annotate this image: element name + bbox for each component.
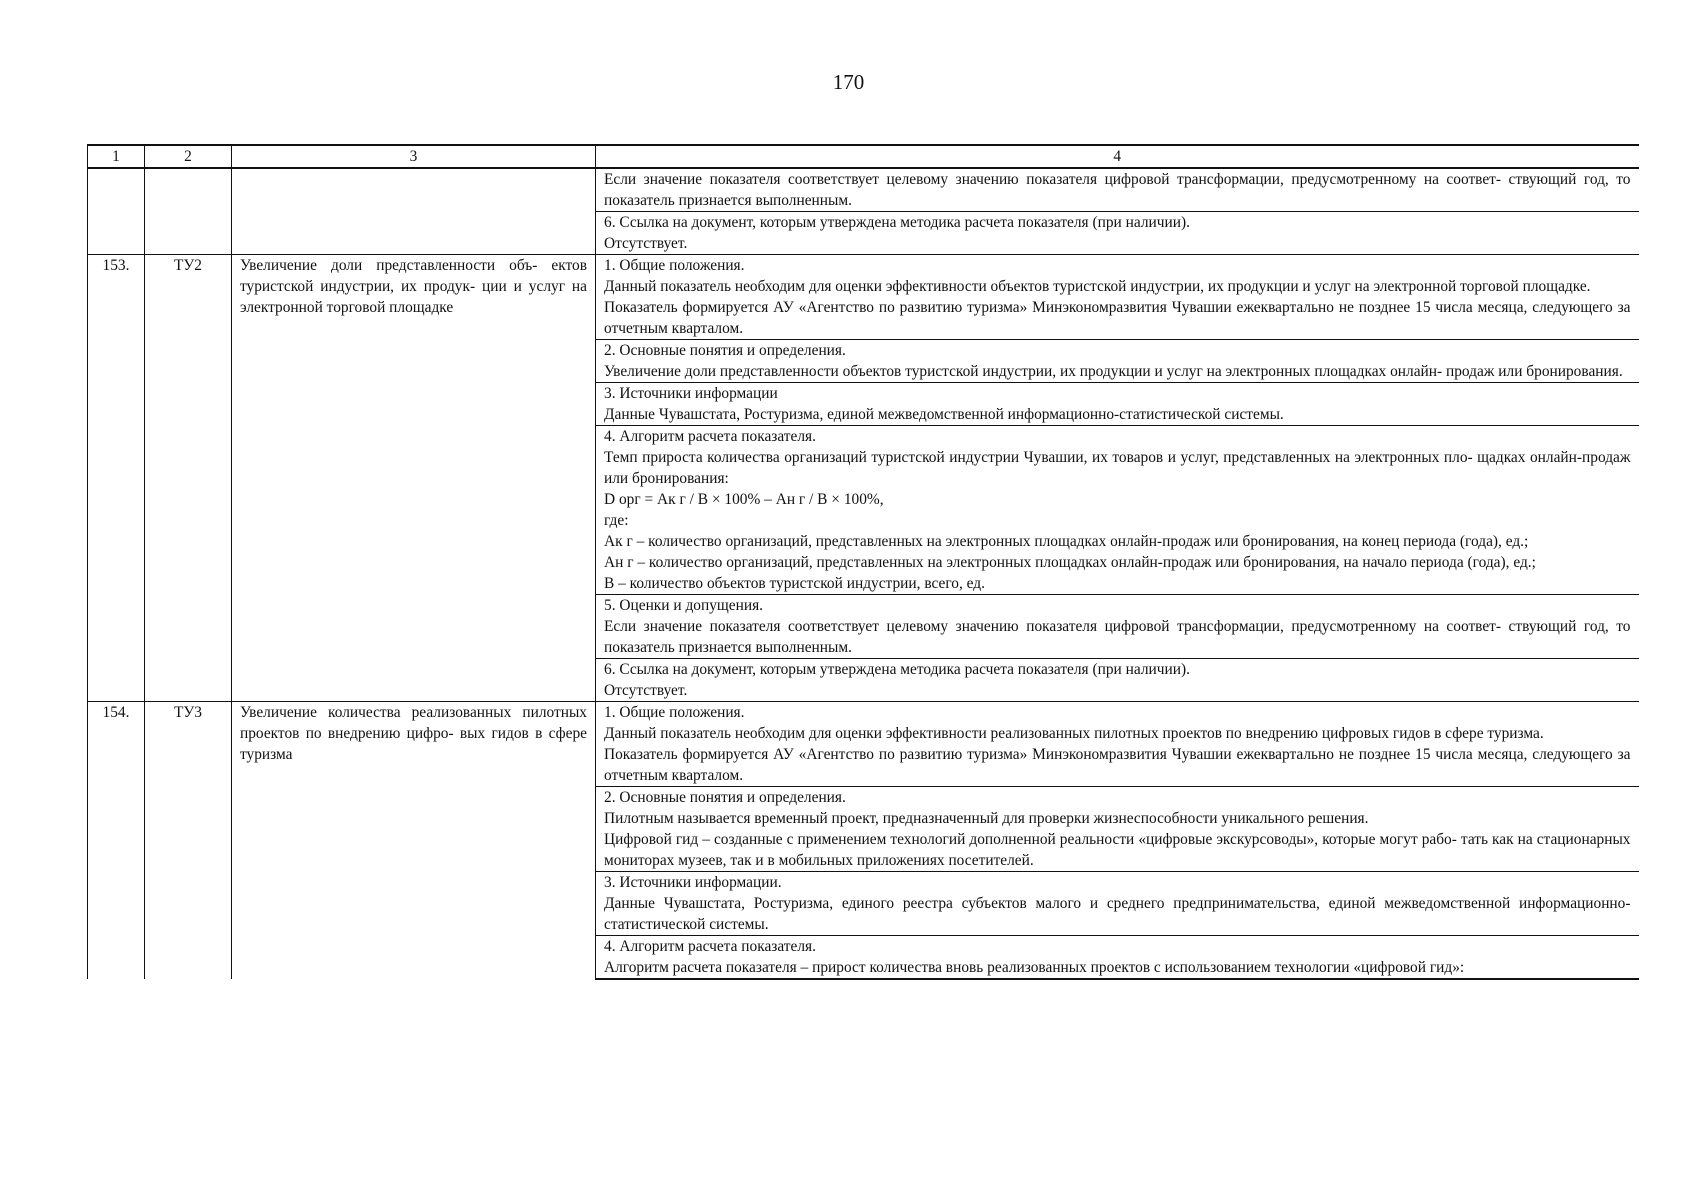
- table-body: [88, 168, 1639, 979]
- indicator-code: ТУ3: [145, 702, 232, 980]
- section-line: 3. Источники информации: [604, 385, 778, 402]
- indicator-name: Увеличение количества реализованных пилотных проектов по внедрению цифро- вых гидов в сфере туризма: [232, 702, 596, 980]
- section-line: Показатель формируется АУ «Агентство по развитию туризма» Минэкономразвития Чувашии ежеквартально не позднее 15 числа месяца, следующего за отчетным кварталом.: [604, 299, 1631, 337]
- table-row: [88, 255, 1639, 340]
- section-line: D орг = Ак г / В × 100% – Ан г / В × 100%,: [604, 491, 884, 508]
- section-line: 6. Ссылка на документ, которым утверждена методика расчета показателя (при наличии).: [604, 214, 1190, 231]
- methodology-section: [596, 212, 1639, 255]
- section-line: Алгоритм расчета показателя – прирост количества вновь реализованных проектов с использованием технологии «цифровой гид»:: [604, 959, 1465, 976]
- section-line: Данный показатель необходим для оценки эффективности объектов туристской индустрии, их продукции и услуг на электронной торговой площадке.: [604, 278, 1591, 295]
- section-line: 1. Общие положения.: [604, 257, 745, 274]
- header-col-4: 4: [596, 145, 1639, 168]
- section-line: Показатель формируется АУ «Агентство по развитию туризма» Минэкономразвития Чувашии ежеквартально не позднее 15 числа месяца, следующего за отчетным кварталом.: [604, 746, 1631, 784]
- methodology-section: [596, 340, 1639, 383]
- section-line: где:: [604, 512, 629, 529]
- table-row: [88, 702, 1639, 787]
- section-line: 3. Источники информации.: [604, 874, 782, 891]
- table-header-row: [88, 145, 1639, 168]
- section-line: 6. Ссылка на документ, которым утверждена методика расчета показателя (при наличии).: [604, 661, 1190, 678]
- section-line: Темп прироста количества организаций туристской индустрии Чувашии, их товаров и услуг, представленных на электронных пло- щадках онлайн-продаж или бронирования:: [604, 449, 1631, 487]
- indicator-number: 154.: [88, 702, 145, 980]
- indicator-table: [87, 144, 1639, 980]
- methodology-section: [596, 659, 1639, 702]
- section-line: Ан г – количество организаций, представленных на электронных площадках онлайн-продаж или бронирования, на начало периода (года), ед.;: [604, 554, 1536, 571]
- indicator-name: [232, 168, 596, 255]
- section-line: Если значение показателя соответствует целевому значению показателя цифровой трансформации, предусмотренному на соответ- ствующий год, то показатель признается выполненным.: [604, 618, 1631, 656]
- section-line: В – количество объектов туристской индустрии, всего, ед.: [604, 575, 985, 592]
- header-col-2: 2: [145, 145, 232, 168]
- methodology-section: [596, 168, 1639, 212]
- section-line: Отсутствует.: [604, 235, 688, 252]
- header-col-3: 3: [232, 145, 596, 168]
- section-line: 2. Основные понятия и определения.: [604, 342, 846, 359]
- methodology-section: [596, 872, 1639, 936]
- page-number: 170: [832, 70, 865, 94]
- methodology-section: [596, 383, 1639, 426]
- section-line: 2. Основные понятия и определения.: [604, 789, 846, 806]
- section-line: 5. Оценки и допущения.: [604, 597, 763, 614]
- methodology-section: [596, 936, 1639, 980]
- indicator-code: [145, 168, 232, 255]
- methodology-section: [596, 255, 1639, 340]
- section-line: 4. Алгоритм расчета показателя.: [604, 938, 816, 955]
- methodology-section: [596, 426, 1639, 595]
- indicator-number: 153.: [88, 255, 145, 702]
- methodology-section: [596, 702, 1639, 787]
- section-line: Если значение показателя соответствует целевому значению показателя цифровой трансформации, предусмотренному на соответ- ствующий год, то показатель признается выполненным.: [604, 171, 1631, 209]
- section-line: Пилотным называется временный проект, предназначенный для проверки жизнеспособности уникального решения.: [604, 810, 1369, 827]
- section-line: Данные Чувашстата, Ростуризма, единого реестра субъектов малого и среднего предпринимательства, единой межведомственной информационно-статистической системы.: [604, 895, 1631, 933]
- section-line: Увеличение доли представленности объектов туристской индустрии, их продукции и услуг на электронных площадках онлайн- продаж или бронирования.: [604, 363, 1623, 380]
- methodology-section: [596, 595, 1639, 659]
- section-line: Ак г – количество организаций, представленных на электронных площадках онлайн-продаж или бронирования, на конец периода (года), ед.;: [604, 533, 1529, 550]
- section-line: Цифровой гид – созданные с применением технологий дополненной реальности «цифровые экскурсоводы», которые могут рабо- тать как на стационарных мониторах музеев, так и в мобильных приложениях посетителей.: [604, 831, 1631, 869]
- section-line: 4. Алгоритм расчета показателя.: [604, 428, 816, 445]
- section-line: 1. Общие положения.: [604, 704, 745, 721]
- indicator-name: Увеличение доли представленности объ- ектов туристской индустрии, их продук- ции и услуг на электронной торговой площадке: [232, 255, 596, 702]
- section-line: Данные Чувашстата, Ростуризма, единой межведомственной информационно-статистической системы.: [604, 406, 1284, 423]
- indicator-code: ТУ2: [145, 255, 232, 702]
- table-row: [88, 168, 1639, 212]
- header-col-1: 1: [88, 145, 145, 168]
- methodology-section: [596, 787, 1639, 872]
- section-line: Отсутствует.: [604, 682, 688, 699]
- section-line: Данный показатель необходим для оценки эффективности реализованных пилотных проектов по внедрению цифровых гидов в сфере туризма.: [604, 725, 1544, 742]
- indicator-number: [88, 168, 145, 255]
